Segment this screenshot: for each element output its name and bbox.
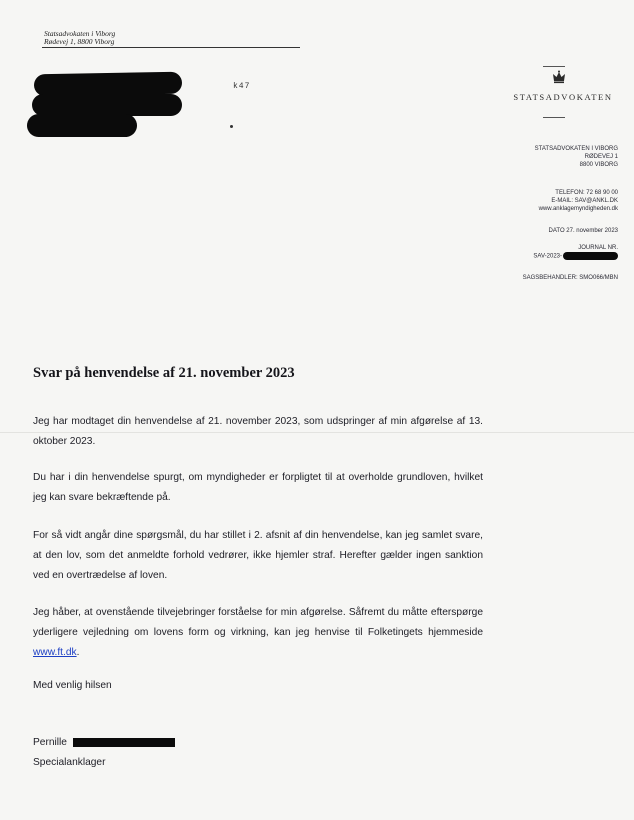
paragraph-1: Jeg har modtaget din henvendelse af 21. november 2023, som udspringer af min afgørelse af 13. oktober 2023.: [33, 416, 483, 447]
case-handler: SAGSBEHANDLER: SMO066/MBN: [522, 275, 618, 281]
redacted-recipient-line1: [34, 72, 182, 97]
signer-title: Specialanklager: [33, 757, 106, 768]
office-name: STATSADVOKATEN I VIBORG: [534, 146, 618, 152]
sender-contact: [539, 189, 618, 213]
letter-subject: Svar på henvendelse af 21. november 2023: [33, 365, 295, 381]
redacted-recipient-line2: [32, 94, 182, 116]
journal-value-row: [533, 252, 618, 261]
ft-website-link[interactable]: www.ft.dk: [33, 647, 77, 658]
sender-office-address: [535, 145, 618, 169]
email: E-MAIL: SAV@ANKL.DK: [551, 198, 618, 204]
journal-value: SAV-2023-: [533, 253, 562, 260]
paragraph-4: [33, 603, 483, 663]
signer-name: [33, 737, 175, 748]
journal-number: [533, 244, 618, 261]
ink-dot: [230, 125, 233, 128]
journal-label: JOURNAL NR.: [578, 245, 618, 251]
paragraph-3: For så vidt angår dine spørgsmål, du har stillet i 2. afsnit af din henvendelse, kan jeg samlet svare, at den lov, som det anmeldte forhold vedrører, ikke hjemler straf. Herefter gælder ingen sanktion ved en overtrædelse af loven.: [33, 530, 483, 581]
logo-top-rule: [543, 66, 565, 67]
redacted-signer-surname: [73, 738, 175, 747]
return-address-rule: [42, 47, 300, 48]
logo-bottom-rule: [543, 117, 565, 118]
office-city: 8800 VIBORG: [579, 162, 618, 168]
redacted-journal-suffix: [563, 252, 618, 260]
phone: TELEFON: 72 68 90 00: [555, 190, 618, 196]
website: www.anklagemyndigheden.dk: [538, 206, 618, 212]
closing-greeting: Med venlig hilsen: [33, 680, 112, 691]
crown-icon: [552, 70, 566, 84]
signer-first-name: Pernille: [33, 737, 67, 748]
letter-date: DATO 27. november 2023: [548, 228, 618, 234]
paragraph-4-text: Jeg håber, at ovenstående tilvejebringer forståelse for min afgørelse. Såfremt du måtte efterspørge yderligere vejledning om lovens form og virkning, kan jeg henvise til Folketingets hjemmeside: [33, 607, 483, 638]
return-address-line2: Rødevej 1, 8800 Viborg: [44, 37, 115, 46]
return-address-line1: Statsadvokaten i Viborg: [44, 29, 116, 38]
redacted-recipient-line3: [27, 114, 137, 137]
return-address: [44, 30, 115, 46]
paragraph-4-end: .: [76, 647, 80, 658]
office-street: RØDEVEJ 1: [584, 154, 618, 160]
logo-wordmark: STATSADVOKATEN: [513, 92, 613, 102]
reference-code: k47: [233, 82, 251, 91]
paragraph-2: Du har i din henvendelse spurgt, om myndigheder er forpligtet til at overholde grundloven, hvilket jeg kan svare bekræftende på.: [33, 472, 483, 503]
